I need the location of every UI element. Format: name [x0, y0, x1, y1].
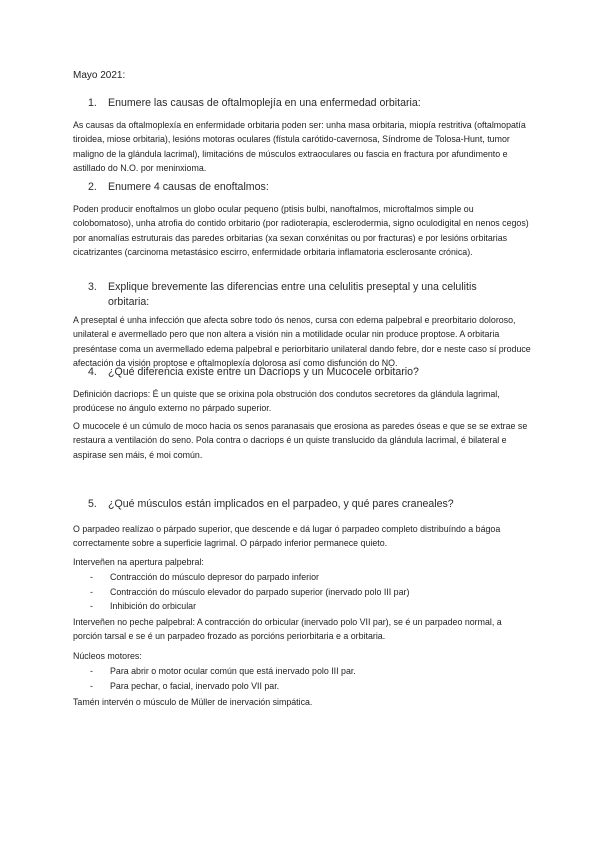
- dash-bullet: -: [90, 666, 93, 676]
- question-4: [88, 365, 419, 380]
- list-item: [90, 585, 409, 600]
- nuclei-title: Núcleos motores:: [73, 651, 142, 661]
- list-item: [90, 664, 356, 679]
- list-item-text: Para pechar, o facial, inervado polo VII par.: [110, 680, 280, 691]
- question-text: Enumere 4 causas de enoftalmos:: [108, 181, 269, 193]
- list-item-text: Contracción do músculo depresor do parpado inferior: [110, 572, 319, 582]
- question-1: [88, 96, 421, 111]
- list-item: [90, 599, 409, 614]
- dash-bullet: -: [90, 680, 93, 691]
- list-item-text: Contracción do músculo elevador do parpado superior (inervado polo III par): [110, 586, 410, 597]
- question-number: 1.: [88, 97, 97, 109]
- list-item-text: Para abrir o motor ocular común que está inervado polo III par.: [110, 666, 356, 676]
- list-item: [90, 679, 356, 694]
- answer-5-intro: O parpadeo realízao o párpado superior, que descende e dá lugar ó parpadeo completo distribuíndo a bágoa correctamente sobre a superficie lagrimal. O párpado inferior permanece quieto.: [73, 524, 501, 549]
- question-text: ¿Qué diferencia existe entre un Dacriops y un Mucocele orbitario?: [108, 366, 419, 378]
- question-3: [88, 280, 508, 310]
- question-number: 4.: [88, 366, 97, 378]
- question-number: 5.: [88, 498, 97, 510]
- question-text: ¿Qué músculos están implicados en el parpadeo, y qué pares craneales?: [108, 498, 454, 510]
- list-item-text: Inhibición do orbicular: [110, 601, 197, 611]
- dash-bullet: -: [90, 572, 93, 582]
- dash-bullet: -: [90, 601, 93, 611]
- question-5: [88, 497, 454, 512]
- answer-4-mucocele: O mucocele é un cúmulo de moco hacia os senos paranasais que erosiona as paredes óseas e que se se extrae se restaura a ventilación do seno. Pola contra o dacriops é un quiste translucido da glándula lacrimal, é bilateral e aspirase sen máis, é moi común.: [73, 421, 528, 460]
- dash-bullet: -: [90, 586, 93, 597]
- question-number: 2.: [88, 181, 97, 193]
- muller-paragraph: Tamén intervén o músculo de Müller de inervación simpática.: [73, 697, 313, 707]
- answer-4-dacriops: Definición dacriops: É un quiste que se orixina pola obstrución dos condutos secretores da glándula lagrimal, prodúcese no ángulo externo no párpado superior.: [73, 389, 500, 414]
- document-date: Mayo 2021:: [73, 70, 126, 81]
- question-number: 3.: [88, 281, 97, 293]
- answer-1: As causas da oftalmoplexía en enfermidade orbitaria poden ser: unha masa orbitaria, miopía restritiva (oftalmopatía tiroidea, miose orbitaria), lesións motoras oculares (fístula carótido-cavernosa, Síndrome de Tolosa-Hunt, tumor maligno de la glándula lacrimal), limitacións de músculos extraoculares ou fascia en fractura por afundimento e astillado do N.O. por meninxioma.: [73, 120, 526, 173]
- closing-paragraph: Interveñen no peche palpebral: A contracción do orbicular (inervado polo VII par), se é un parpadeo normal, a porción tarsal e se é un parpadeo frozado as porcións periorbitaria e a orbitaria.: [73, 617, 502, 642]
- opening-title: Interveñen na apertura palpebral:: [73, 557, 204, 567]
- opening-list: [90, 570, 409, 614]
- question-text: Enumere las causas de oftalmoplejía en una enfermedad orbitaria:: [108, 97, 421, 109]
- answer-2: Poden producir enoftalmos un globo ocular pequeno (ptisis bulbi, nanoftalmos, microftalmos simple ou colobomatoso), unha atrofia do contido orbitario (por radioterapia, esclerodermia, signo oculodigital en nenos cegos) por anomalías estruturais das paredes orbitarias (xa sexan conxénitas ou por fracturas) e por lesións orbitarias cicatrizantes (carcinoma metastásico escirro, enfermidade orbitaria inflamatoria esclerosante crónica).: [73, 204, 529, 257]
- question-2: [88, 180, 269, 195]
- nuclei-list: [90, 664, 356, 693]
- answer-3: A preseptal é unha infección que afecta sobre todo ós nenos, cursa con edema palpebral e preorbitario doloroso, unilateral e avermellado pero que non altera a visión nin a motilidade ocular nin produce proptose. A orbitaria preséntase coma un avermellado edema palpebral e periorbitario unilateral dando febre, dor e neste caso sí produce afectación da visión proptose e oftalmoplexía dolorosa así como disfunción do NO.: [73, 315, 531, 368]
- list-item: [90, 570, 409, 585]
- question-text: Explique brevemente las diferencias entre una celulitis preseptal y una celulitis orbitaria:: [108, 281, 477, 308]
